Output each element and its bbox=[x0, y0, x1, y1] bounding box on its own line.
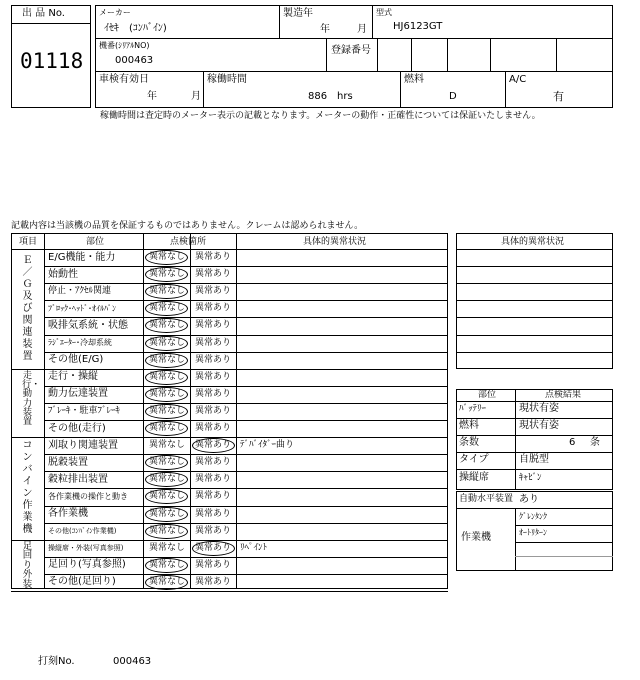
normal-circle-mark bbox=[145, 353, 188, 368]
part-label: ﾌﾞﾚｰｷ・駐車ﾌﾞﾚｰｷ bbox=[48, 406, 121, 416]
normal-option: 異常なし bbox=[149, 457, 186, 467]
abnormal-option: 異常あり bbox=[195, 269, 232, 279]
auto-level-label: 自動水平装置 bbox=[459, 494, 514, 504]
part-label: その他(E/G) bbox=[48, 354, 104, 365]
results-line-5 bbox=[456, 469, 613, 470]
abnormal-option: 異常あり bbox=[195, 320, 232, 330]
row-line bbox=[44, 523, 448, 524]
serial-value: 000463 bbox=[115, 55, 154, 66]
work-label: 作業機 bbox=[461, 532, 491, 543]
fuel-value: D bbox=[449, 91, 457, 102]
part-label: 走行・操縦 bbox=[48, 371, 98, 382]
seat-value: ｷｬﾋﾞﾝ bbox=[519, 473, 542, 483]
auto-level-value: あり bbox=[519, 494, 539, 505]
detail-panel-line bbox=[456, 317, 613, 318]
ac-value: 有 bbox=[553, 90, 564, 103]
detail-text: ﾃﾞﾊﾞｲﾀﾞｰ曲り bbox=[240, 440, 295, 450]
abnormal-option: 異常あり bbox=[195, 338, 232, 348]
row-line bbox=[11, 591, 448, 592]
seat-label: 操縦席 bbox=[459, 472, 489, 483]
normal-option: 異常なし bbox=[149, 491, 186, 501]
normal-option: 異常なし bbox=[149, 372, 186, 382]
inspection-year-unit: 年 bbox=[147, 91, 157, 102]
results-header-part: 部位 bbox=[478, 390, 497, 400]
normal-circle-mark bbox=[145, 301, 188, 316]
work-item-auto-return: ｵｰﾄﾘﾀｰﾝ bbox=[519, 528, 547, 537]
detail-panel-header: 具体的異常状況 bbox=[501, 237, 565, 247]
part-label: 各作業機 bbox=[48, 508, 88, 519]
th-check: 点検箇所 bbox=[170, 237, 207, 247]
results-header-result: 点検結果 bbox=[545, 390, 582, 400]
normal-circle-mark bbox=[145, 489, 188, 504]
header-div-10 bbox=[400, 71, 401, 108]
hours-note: 稼働時間は査定時のメーター表示の記載となります。メーターの動作・正確性については保証いたしません。 bbox=[100, 111, 541, 121]
header-div-4 bbox=[377, 38, 378, 71]
normal-option: 異常なし bbox=[149, 509, 186, 519]
results-line-4 bbox=[456, 452, 613, 453]
results-line-1 bbox=[456, 401, 613, 402]
month-unit: 月 bbox=[357, 24, 367, 35]
row-line bbox=[44, 266, 448, 267]
results-line-3 bbox=[456, 435, 613, 436]
normal-circle-mark bbox=[145, 250, 188, 265]
results-col-line bbox=[515, 389, 516, 490]
normal-circle-mark bbox=[145, 472, 188, 487]
row-line bbox=[44, 471, 448, 472]
year-label: 製造年 bbox=[283, 8, 313, 19]
group-label: コンバイン作業機 bbox=[22, 440, 33, 535]
work-item-grain-tank: ｸﾞﾚﾝﾀﾝｸ bbox=[519, 512, 547, 521]
normal-option: 異常なし bbox=[149, 252, 186, 262]
type-value: 自脱型 bbox=[519, 454, 549, 465]
row-line bbox=[44, 557, 448, 558]
normal-option: 異常なし bbox=[149, 338, 186, 348]
row-line bbox=[44, 386, 448, 387]
detail-panel-line bbox=[456, 300, 613, 301]
part-label: ﾌﾞﾛｯｸ･ﾍｯﾄﾞ･ｵｲﾙﾊﾟﾝ bbox=[48, 304, 116, 313]
stamp-label: 打刻No. bbox=[38, 656, 75, 667]
col-line-item bbox=[44, 233, 45, 589]
rows-value: 6 bbox=[569, 437, 576, 448]
maker-label: メーカー bbox=[99, 8, 131, 17]
part-label: 各作業機の操作と動き bbox=[48, 492, 128, 501]
rows-label: 条数 bbox=[459, 437, 479, 448]
row-line bbox=[44, 420, 448, 421]
part-label: 足回り(写真参照) bbox=[48, 559, 126, 570]
model-value: HJ6123GT bbox=[393, 21, 443, 32]
normal-circle-mark bbox=[145, 336, 188, 351]
normal-circle-mark bbox=[145, 575, 188, 590]
work-line-4 bbox=[515, 556, 613, 557]
normal-circle-mark bbox=[145, 455, 188, 470]
header-div-7 bbox=[490, 38, 491, 71]
header-div-6 bbox=[447, 38, 448, 71]
abnormal-option: 異常あり bbox=[195, 406, 232, 416]
row-line bbox=[44, 403, 448, 404]
work-col-line bbox=[515, 508, 516, 571]
results-line-2 bbox=[456, 418, 613, 419]
abnormal-option: 異常あり bbox=[195, 389, 232, 399]
normal-option: 異常なし bbox=[149, 355, 186, 365]
header-div-1 bbox=[279, 5, 280, 38]
abnormal-option: 異常あり bbox=[195, 372, 232, 382]
abnormal-option: 異常あり bbox=[195, 252, 232, 262]
part-label: 動力伝達装置 bbox=[48, 388, 108, 399]
row-line bbox=[44, 454, 448, 455]
row-line bbox=[44, 352, 448, 353]
normal-option: 異常なし bbox=[149, 474, 186, 484]
normal-circle-mark bbox=[145, 507, 188, 522]
normal-option: 異常なし bbox=[149, 286, 186, 296]
abnormal-option: 異常あり bbox=[195, 491, 232, 501]
row-line bbox=[44, 317, 448, 318]
normal-option: 異常なし bbox=[149, 560, 186, 570]
header-row-line-2 bbox=[95, 71, 613, 72]
th-detail: 具体的異常状況 bbox=[303, 237, 367, 247]
hours-label: 稼働時間 bbox=[207, 74, 247, 85]
quality-note: 記載内容は当該機の品質を保証するものではありません。クレームは認められません。 bbox=[11, 221, 364, 231]
detail-panel bbox=[456, 233, 613, 369]
row-line bbox=[11, 437, 448, 438]
normal-circle-mark bbox=[145, 558, 188, 573]
part-label: その他(走行) bbox=[48, 423, 106, 434]
row-line bbox=[44, 488, 448, 489]
inspection-month-unit: 月 bbox=[191, 91, 201, 102]
detail-panel-line bbox=[456, 283, 613, 284]
hours-value: 886 bbox=[308, 91, 328, 102]
row-line bbox=[44, 300, 448, 301]
hours-unit: hrs bbox=[337, 91, 353, 102]
part-label: 穀粒排出装置 bbox=[48, 474, 108, 485]
lot-label: 出 品 No. bbox=[22, 8, 65, 19]
normal-circle-mark bbox=[145, 524, 188, 539]
lot-number: 01118 bbox=[20, 49, 84, 73]
row-line bbox=[44, 283, 448, 284]
row-line bbox=[11, 369, 448, 370]
abnormal-option: 異常あり bbox=[195, 355, 232, 365]
detail-panel-line bbox=[456, 249, 613, 250]
type-label: タイプ bbox=[459, 454, 489, 465]
row-line bbox=[44, 574, 448, 575]
header-div-11 bbox=[505, 71, 506, 108]
stamp-value: 000463 bbox=[113, 656, 152, 667]
header-row-line-1 bbox=[95, 38, 613, 39]
abnormal-option: 異常あり bbox=[195, 440, 232, 450]
model-label: 型式 bbox=[376, 8, 392, 17]
maker-value: ｲｾｷ (ｺﾝﾊﾞｲﾝ) bbox=[104, 23, 167, 34]
part-label: 停止・ｱｸｾﾙ関連 bbox=[48, 286, 112, 296]
part-label: 刈取り関連装置 bbox=[48, 440, 118, 451]
header-div-5 bbox=[411, 38, 412, 71]
row-line bbox=[11, 540, 448, 541]
work-line-2 bbox=[515, 525, 613, 526]
col-line-abnormal bbox=[236, 233, 237, 589]
normal-circle-mark bbox=[145, 404, 188, 419]
fuel-result-label: 燃料 bbox=[459, 420, 479, 431]
abnormal-option: 異常あり bbox=[195, 560, 232, 570]
normal-option: 異常なし bbox=[149, 269, 186, 279]
detail-panel-line bbox=[456, 335, 613, 336]
header-box bbox=[95, 5, 613, 108]
normal-circle-mark bbox=[145, 267, 188, 282]
group-label: 足回り外装 bbox=[22, 541, 33, 590]
row-line bbox=[44, 506, 448, 507]
normal-option: 異常なし bbox=[149, 406, 186, 416]
fuel-label: 燃料 bbox=[404, 74, 424, 85]
battery-value: 現状有姿 bbox=[519, 403, 559, 414]
normal-option: 異常なし bbox=[149, 526, 186, 536]
abnormal-option: 異常あり bbox=[195, 577, 232, 587]
abnormal-option: 異常あり bbox=[195, 423, 232, 433]
abnormal-option: 異常あり bbox=[195, 303, 232, 313]
lot-header-line bbox=[11, 23, 91, 24]
th-part: 部位 bbox=[86, 237, 105, 247]
col-line-part bbox=[143, 233, 144, 589]
header-div-2 bbox=[372, 5, 373, 38]
rows-unit: 条 bbox=[590, 437, 600, 448]
abnormal-option: 異常あり bbox=[195, 526, 232, 536]
normal-circle-mark bbox=[145, 370, 188, 385]
col-line-normal bbox=[190, 233, 191, 589]
normal-circle-mark bbox=[145, 318, 188, 333]
normal-option: 異常なし bbox=[149, 577, 186, 587]
part-label: 始動性 bbox=[48, 269, 78, 280]
work-line-1 bbox=[456, 508, 613, 509]
abnormal-option: 異常あり bbox=[195, 543, 232, 553]
normal-option: 異常なし bbox=[149, 423, 186, 433]
part-label: E/G機能・能力 bbox=[48, 252, 116, 263]
normal-option: 異常なし bbox=[149, 440, 186, 450]
part-label: 操縦席・外装(写真参照) bbox=[48, 544, 124, 552]
registration-label: 登録番号 bbox=[331, 45, 371, 56]
serial-label: 機番(ｼﾘｱﾙNO) bbox=[99, 41, 150, 50]
normal-circle-mark bbox=[145, 387, 188, 402]
part-label: 脱穀装置 bbox=[48, 457, 88, 468]
work-line-3 bbox=[515, 542, 613, 543]
abnormal-option: 異常あり bbox=[195, 509, 232, 519]
header-div-3 bbox=[326, 38, 327, 71]
part-label: その他(足回り) bbox=[48, 576, 116, 587]
normal-option: 異常なし bbox=[149, 389, 186, 399]
row-line bbox=[44, 335, 448, 336]
normal-option: 異常なし bbox=[149, 543, 186, 553]
abnormal-option: 異常あり bbox=[195, 286, 232, 296]
year-unit: 年 bbox=[320, 24, 330, 35]
abnormal-option: 異常あり bbox=[195, 457, 232, 467]
part-label: その他(ｺﾝﾊﾞｲﾝ作業機) bbox=[48, 527, 117, 535]
group-label: Ｅ／Ｇ及び関連装置 bbox=[22, 255, 33, 362]
abnormal-circle-mark bbox=[192, 438, 235, 453]
abnormal-circle-mark bbox=[192, 541, 235, 556]
group-label: 走行・動力装置 bbox=[22, 370, 41, 428]
normal-circle-mark bbox=[145, 421, 188, 436]
table-header-line bbox=[11, 249, 448, 250]
detail-panel-line bbox=[456, 352, 613, 353]
detail-text: ﾘﾍﾟｲﾝﾄ bbox=[240, 543, 268, 553]
inspection-label: 車検有効日 bbox=[99, 74, 149, 85]
header-div-9 bbox=[203, 71, 204, 108]
header-div-8 bbox=[556, 38, 557, 71]
battery-label: ﾊﾞｯﾃﾘｰ bbox=[459, 404, 487, 414]
fuel-result-value: 現状有姿 bbox=[519, 420, 559, 431]
ac-label: A/C bbox=[509, 74, 527, 85]
normal-option: 異常なし bbox=[149, 303, 186, 313]
detail-panel-line bbox=[456, 266, 613, 267]
normal-option: 異常なし bbox=[149, 320, 186, 330]
abnormal-option: 異常あり bbox=[195, 474, 232, 484]
th-item: 項目 bbox=[19, 237, 38, 247]
normal-circle-mark bbox=[145, 284, 188, 299]
part-label: 吸排気系統・状態 bbox=[48, 320, 128, 331]
part-label: ﾗｼﾞｴｰﾀｰ･冷却系統 bbox=[48, 338, 112, 347]
